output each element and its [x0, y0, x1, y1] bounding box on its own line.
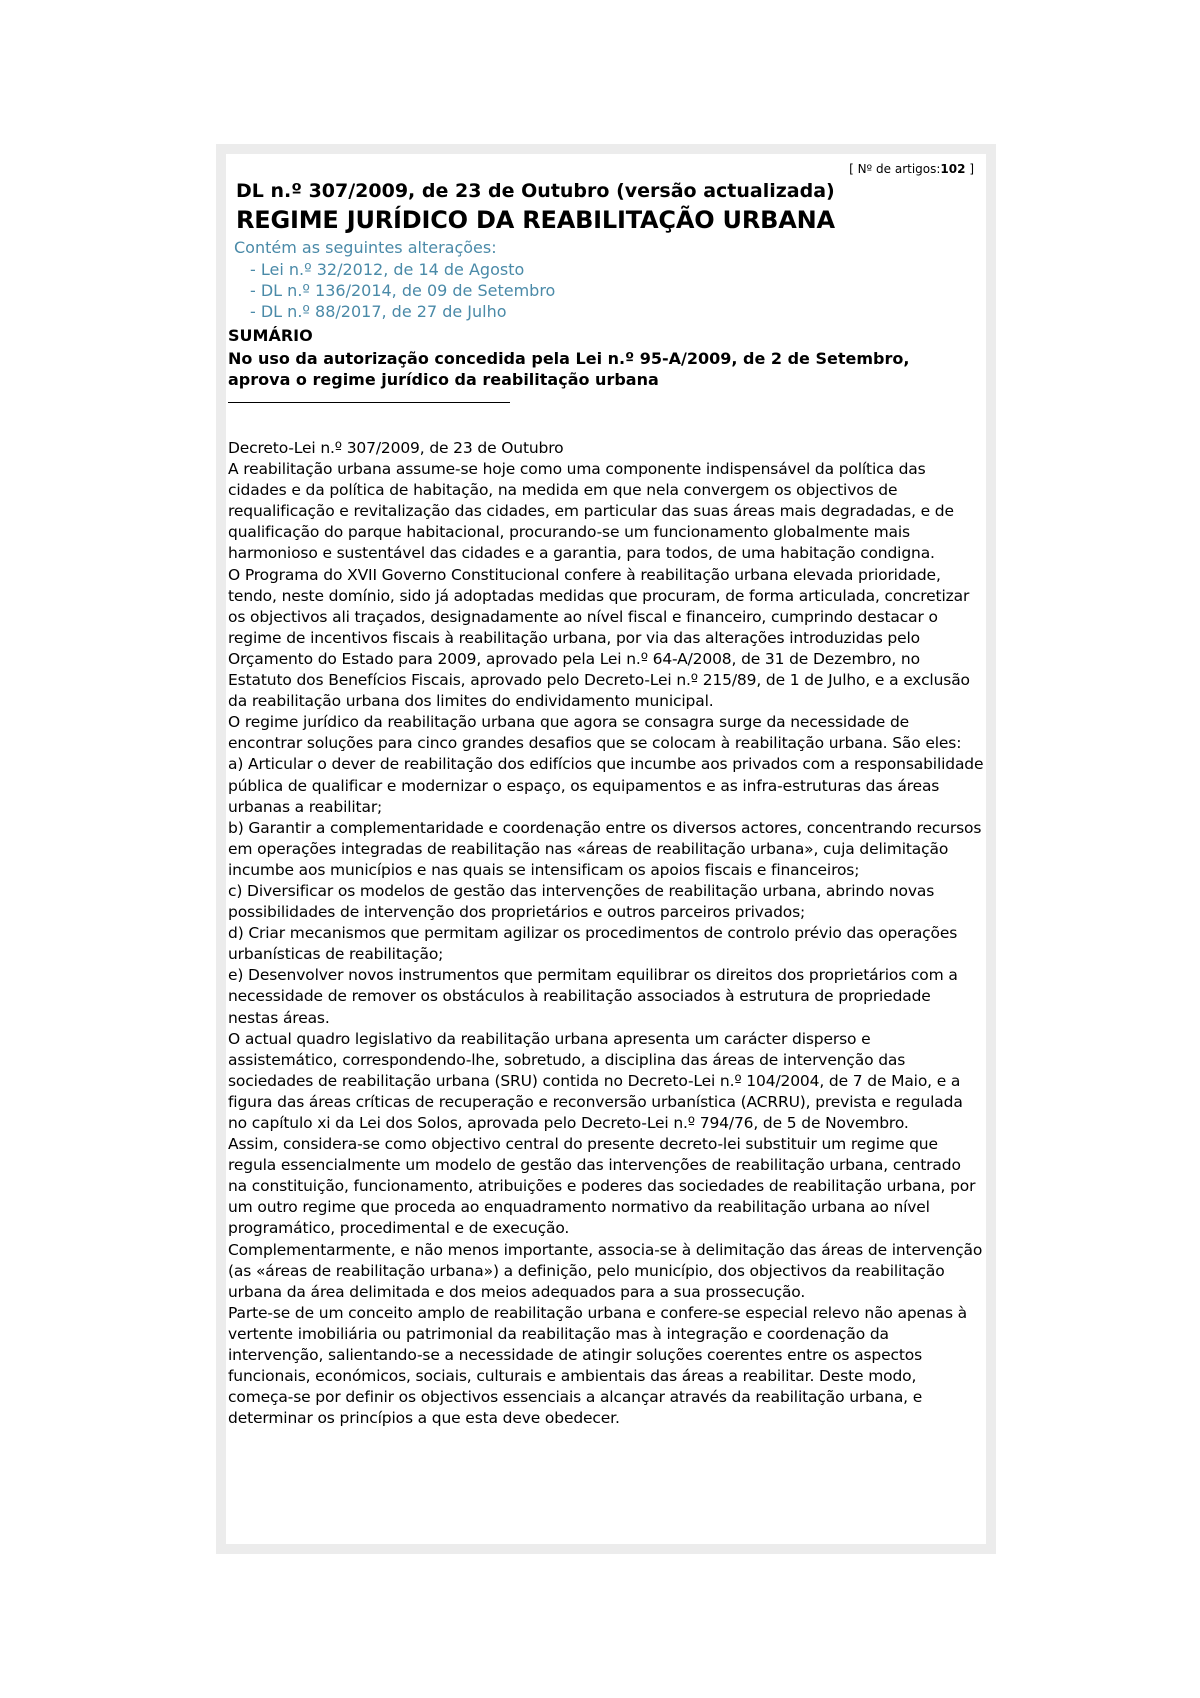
article-count: [849, 162, 974, 176]
paragraph: d) Criar mecanismos que permitam agilizar os procedimentos de controlo prévio das operações urbanísticas de reabilitação;: [228, 924, 958, 964]
paragraph: a) Articular o dever de reabilitação dos edifícios que incumbe aos privados com a responsabilidade pública de qualificar e modernizar o espaço, os equipamentos e as infra-estruturas das áreas urbanas a reabilitar;: [228, 755, 984, 816]
divider: [228, 402, 510, 403]
preamble-body: [228, 438, 984, 1429]
amendment-link[interactable]: - DL n.º 88/2017, de 27 de Julho: [250, 302, 507, 321]
document-reference: DL n.º 307/2009, de 23 de Outubro (versão actualizada): [236, 180, 835, 202]
summary-text: No uso da autorização concedida pela Lei n.º 95-A/2009, de 2 de Setembro, aprova o regime jurídico da reabilitação urbana: [228, 349, 910, 389]
article-count-prefix: [ Nº de artigos:: [849, 162, 941, 176]
paragraph: b) Garantir a complementaridade e coordenação entre os diversos actores, concentrando recursos em operações integradas de reabilitação nas «áreas de reabilitação urbana», cuja delimitação incumbe aos municípios e nas quais se intensificam os apoios fiscais e financeiros;: [228, 818, 982, 879]
paragraph: Parte-se de um conceito amplo de reabilitação urbana e confere-se especial relevo não apenas à vertente imobiliária ou patrimonial da reabilitação mas à integração e coordenação da intervenção, salientando-se a necessidade de atingir soluções coerentes entre os aspectos funcionais, económicos, sociais, culturais e ambientais das áreas a reabilitar. Deste modo, começa-se por definir os objectivos essenciais a alcançar através da reabilitação urbana, e determinar os princípios a que esta deve obedecer.: [228, 1303, 968, 1428]
paragraph: O actual quadro legislativo da reabilitação urbana apresenta um carácter disperso e assistemático, correspondendo-lhe, sobretudo, a disciplina das áreas de intervenção das sociedades de reabilitação urbana (SRU) contida no Decreto-Lei n.º 104/2004, de 7 de Maio, e a figura das áreas críticas de recuperação e reconversão urbanística (ACRRU), prevista e regulada no capítulo xi da Lei dos Solos, aprovada pelo Decreto-Lei n.º 794/76, de 5 de Novembro.: [228, 1029, 963, 1132]
document-title: REGIME JURÍDICO DA REABILITAÇÃO URBANA: [236, 206, 835, 234]
paragraph: e) Desenvolver novos instrumentos que permitam equilibrar os direitos dos proprietários com a necessidade de remover os obstáculos à reabilitação associados à estrutura de propriedade nestas áreas.: [228, 966, 958, 1027]
paragraph: O regime jurídico da reabilitação urbana que agora se consagra surge da necessidade de encontrar soluções para cinco grandes desafios que se colocam à reabilitação urbana. São eles:: [228, 713, 962, 753]
paragraph: A reabilitação urbana assume-se hoje como uma componente indispensável da política das cidades e da política de habitação, na medida em que nela convergem os objectivos de requalificação e revitalização das cidades, em particular das suas áreas mais degradadas, e de qualificação do parque habitacional, procurando-se um funcionamento globalmente mais harmonioso e sustentável das cidades e a garantia, para todos, de uma habitação condigna.: [228, 460, 954, 563]
article-count-suffix: ]: [969, 162, 974, 176]
amendments-list: [250, 259, 555, 322]
paragraph: c) Diversificar os modelos de gestão das intervenções de reabilitação urbana, abrindo novas possibilidades de intervenção dos proprietários e outros parceiros privados;: [228, 881, 935, 922]
paragraph: O Programa do XVII Governo Constitucional confere à reabilitação urbana elevada prioridade, tendo, neste domínio, sido já adoptadas medidas que procuram, de forma articulada, concretizar os objectivos ali traçados, designadamente ao nível fiscal e financeiro, cumprindo destacar o regime de incentivos fiscais à reabilitação urbana, por via das alterações introduzidas pelo Orçamento do Estado para 2009, aprovado pela Lei n.º 64-A/2008, de 31 de Dezembro, no Estatuto dos Benefícios Fiscais, aprovado pelo Decreto-Lei n.º 215/89, de 1 de Julho, e a exclusão da reabilitação urbana dos limites do endividamento municipal.: [228, 565, 970, 711]
document-page: [226, 154, 986, 1544]
amendment-link[interactable]: - Lei n.º 32/2012, de 14 de Agosto: [250, 260, 525, 279]
amendments-heading: Contém as seguintes alterações:: [234, 238, 497, 257]
paragraph: Decreto-Lei n.º 307/2009, de 23 de Outubro: [228, 439, 564, 457]
paragraph: Assim, considera-se como objectivo central do presente decreto-lei substituir um regime que regula essencialmente um modelo de gestão das intervenções de reabilitação urbana, centrado na constituição, funcionamento, atribuições e poderes das sociedades de reabilitação urbana, por um outro regime que proceda ao enquadramento normativo da reabilitação urbana ao nível programático, procedimental e de execução.: [228, 1135, 976, 1238]
amendment-link[interactable]: - DL n.º 136/2014, de 09 de Setembro: [250, 281, 556, 300]
summary-heading: SUMÁRIO: [228, 326, 313, 345]
document-frame: [216, 144, 996, 1554]
paragraph: Complementarmente, e não menos importante, associa-se à delimitação das áreas de intervenção (as «áreas de reabilitação urbana») a definição, pelo município, dos objectivos da reabilitação urbana da área delimitada e dos meios adequados para a sua prossecução.: [228, 1240, 983, 1301]
article-count-value: 102: [940, 162, 966, 176]
